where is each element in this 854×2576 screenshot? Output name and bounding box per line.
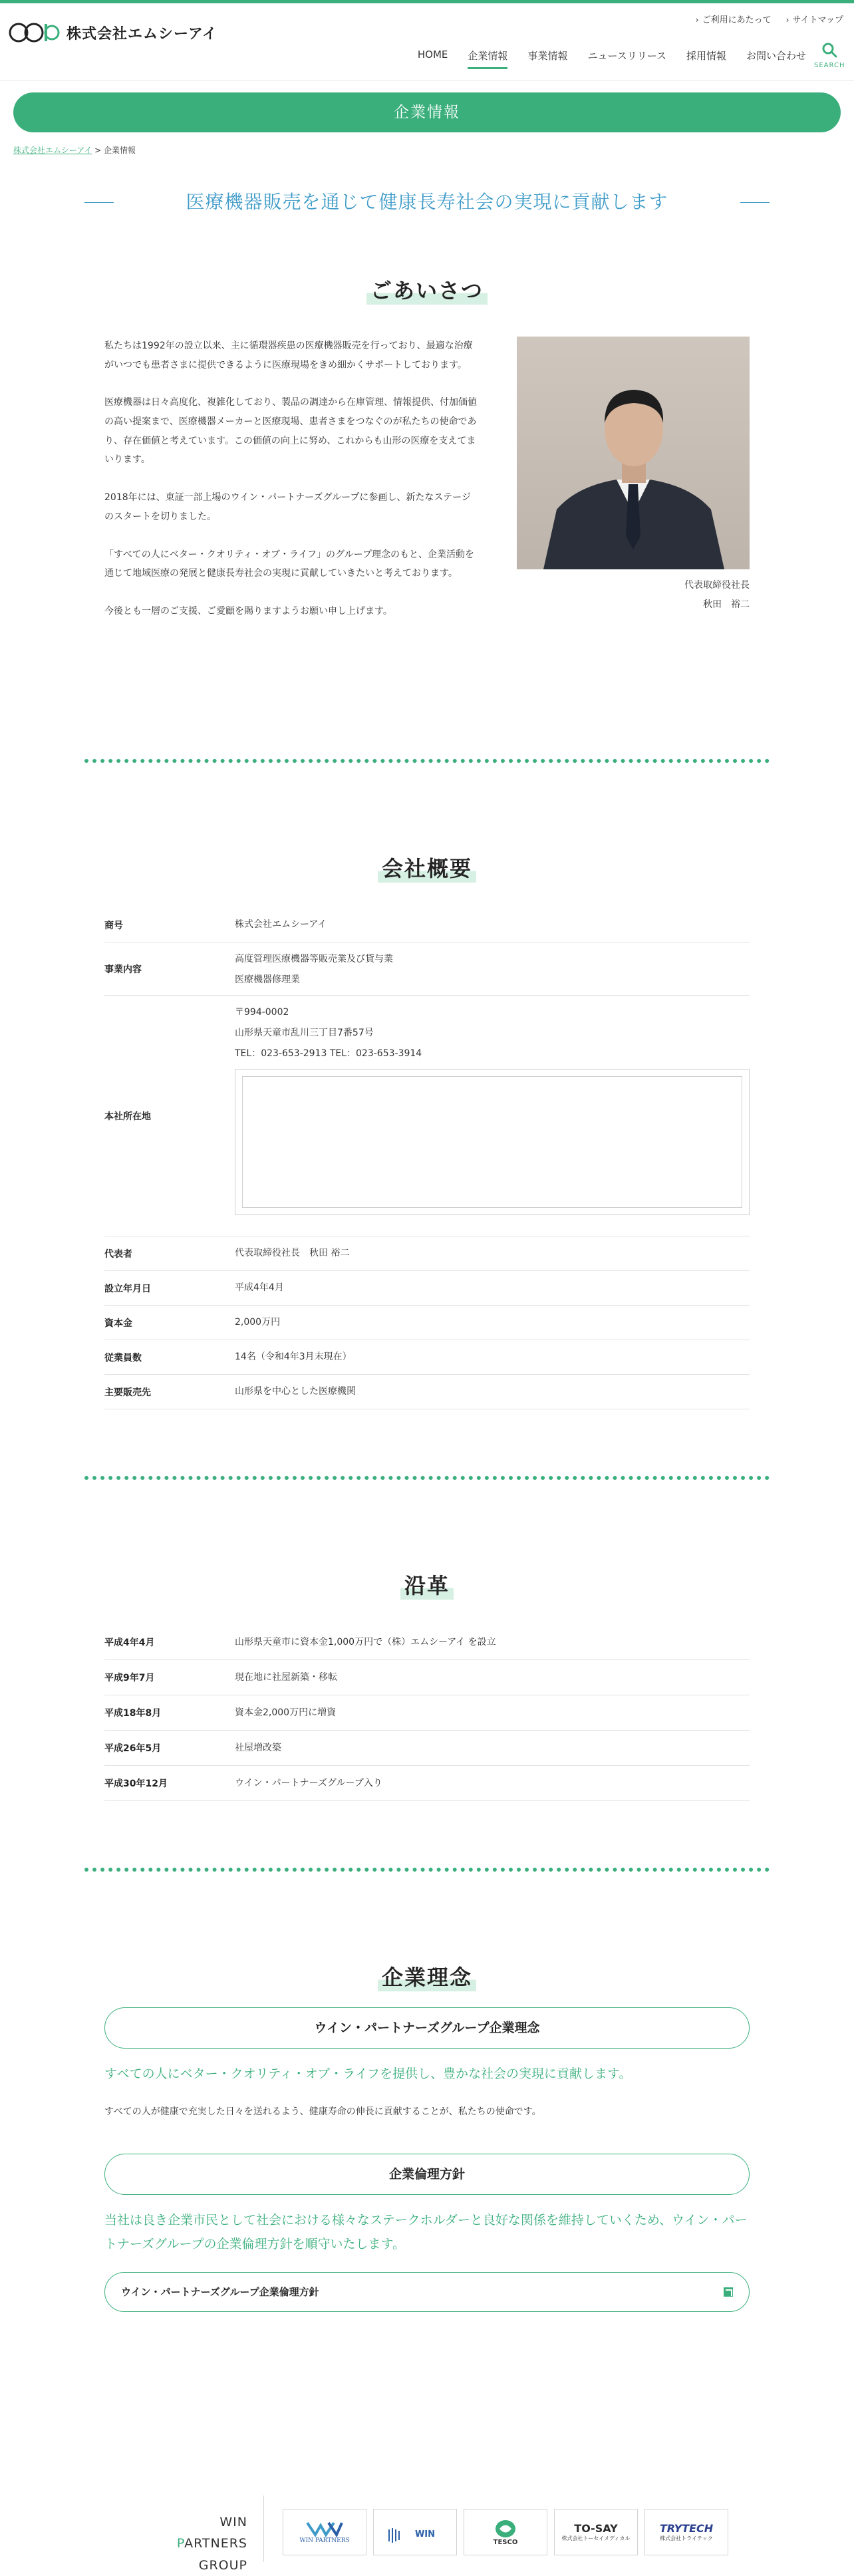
president-portrait-icon — [517, 337, 750, 569]
map-frame[interactable] — [242, 1076, 742, 1208]
cell-text: 現在地に社屋新築・移転 — [235, 1671, 337, 1683]
company-name: 株式会社エムシーアイ — [67, 25, 217, 43]
table-row — [104, 908, 750, 942]
table-row — [104, 942, 750, 996]
breadcrumb-separator: > — [92, 146, 104, 155]
greeting-heading: ごあいさつ — [0, 274, 854, 305]
cell-text: 資本金2,000万円に増資 — [235, 1707, 337, 1718]
lead-dash-left — [84, 202, 114, 203]
overview-table — [104, 908, 750, 1409]
cell-text: 2,000万円 — [235, 1317, 281, 1328]
table-header-cell: 従業員数 — [104, 1352, 142, 1363]
chevron-right-icon: › — [695, 15, 699, 25]
cell-text: 高度管理医療機器等販売業及び貸与業 — [235, 954, 393, 964]
table-row — [104, 1271, 750, 1306]
utility-nav — [696, 13, 843, 25]
table-header-cell: 資本金 — [104, 1318, 132, 1329]
section-divider — [84, 759, 770, 763]
table-cell — [235, 1660, 750, 1695]
group-philosophy-lead: すべての人にベター・クオリティ・オブ・ライフを提供し、豊かな社会の実現に貢献します。 — [104, 2067, 632, 2081]
nav-news[interactable]: ニュースリリース — [587, 50, 666, 62]
win-partners-logo-icon — [305, 2520, 345, 2537]
nav-contact[interactable]: お問い合わせ — [746, 50, 806, 62]
table-cell — [235, 1731, 750, 1765]
table-header-cell: 主要販売先 — [104, 1387, 151, 1398]
logo-label: TRYTECH — [659, 2522, 714, 2535]
table-row — [104, 1340, 750, 1375]
president-caption — [684, 576, 750, 615]
lead-statement — [84, 189, 770, 215]
search-button[interactable] — [814, 42, 845, 69]
logo-tesco[interactable] — [464, 2509, 547, 2555]
logo-label: TO-SAY — [574, 2522, 618, 2535]
section-divider — [84, 1476, 770, 1480]
ethics-title: 企業倫理方針 — [104, 2154, 750, 2195]
cell-text: ウイン・パートナーズグループ入り — [235, 1777, 382, 1789]
table-header-cell: 代表者 — [104, 1248, 132, 1260]
ethics-policy-link[interactable] — [104, 2272, 750, 2312]
table-row — [104, 1375, 750, 1409]
lead-text: 医療機器販売を通じて健康長寿社会の実現に貢献します — [186, 191, 668, 213]
logo-sublabel: 株式会社トライテック — [660, 2535, 713, 2541]
group-title-p: P — [176, 2536, 185, 2551]
cell-text: 社屋増改築 — [235, 1742, 281, 1753]
greeting-body — [104, 337, 477, 621]
page-title: 企業情報 — [394, 104, 460, 121]
company-logo-icon — [8, 21, 60, 45]
table-row — [104, 1731, 750, 1766]
group-title-group: GROUP — [198, 2557, 247, 2573]
greeting-paragraph: 医療機器は日々高度化、複雑化しており、製品の調達から在庫管理、情報提供、付加価値の高い提案まで、医療機器メーカーと医療現場、患者さまをつなぐのが私たちの使命であり、存在価値と考えています。この価値の向上に努め、これからも山形の医療を支えてまいります。 — [104, 397, 477, 466]
map-embed[interactable] — [235, 1069, 750, 1215]
external-link-icon — [724, 2287, 733, 2297]
philosophy-heading: 企業理念 — [0, 1961, 854, 1991]
table-cell — [235, 1766, 750, 1800]
cell-text: 山形県天童市に資本金1,000万円で（株）エムシーアイ を設立 — [235, 1636, 496, 1647]
group-companies-footer — [0, 2496, 854, 2573]
group-logos — [283, 2509, 728, 2555]
table-row — [104, 996, 750, 1236]
table-cell — [235, 1695, 750, 1730]
cell-text: 医療機器修理業 — [235, 974, 300, 985]
phone-numbers: TEL：023-653-2913 TEL：023-653-3914 — [235, 1048, 422, 1059]
table-cell — [235, 908, 750, 942]
ethics-lead: 当社は良き企業市民として社会における様々なステークホルダーと良好な関係を維持していくため、ウイン・パートナーズグループの企業倫理方針を順守いたします。 — [104, 2213, 748, 2252]
cell-text: 山形県を中心とした医療機関 — [235, 1386, 356, 1397]
nav-recruit[interactable]: 採用情報 — [686, 50, 726, 62]
table-header-cell: 平成4年4月 — [104, 1638, 155, 1648]
overview-heading: 会社概要 — [0, 852, 854, 883]
logo-sublabel: 株式会社トーセイメディカル — [561, 2535, 631, 2541]
cell-text: 14名（令和4年3月末現在） — [235, 1352, 352, 1363]
utility-link-sitemap[interactable]: › サイトマップ — [785, 15, 843, 25]
logo-win-partners[interactable] — [283, 2509, 366, 2555]
search-icon — [821, 42, 837, 58]
table-header-cell: 平成18年8月 — [104, 1708, 162, 1719]
greeting-section — [104, 337, 750, 709]
table-header-cell: 商号 — [104, 920, 123, 931]
table-header-cell: 本社所在地 — [104, 1111, 151, 1122]
table-cell — [235, 1271, 750, 1305]
greeting-paragraph: 私たちは1992年の設立以来、主に循環器疾患の医療機器販売を行っており、最適な治療がいつでも患者さまに提供できるように医療現場をきめ細かくサポートしております。 — [104, 341, 473, 370]
global-nav — [418, 49, 806, 69]
cell-text: 代表取締役社長 秋田 裕二 — [235, 1248, 350, 1259]
utility-link-terms[interactable]: › ご利用にあたって — [695, 15, 772, 25]
group-philosophy-body: すべての人が健康で充実した日々を送れるよう、健康寿命の伸長に貢献することが、私たちの使命です。 — [104, 2106, 541, 2118]
table-row — [104, 1766, 750, 1801]
table-header-cell: 設立年月日 — [104, 1283, 151, 1294]
history-table — [104, 1625, 750, 1801]
table-header-cell: 平成26年5月 — [104, 1743, 162, 1754]
greeting-paragraph: 2018年には、東証一部上場のウイン・パートナーズグループに参画し、新たなステージのスタートを切りました。 — [104, 492, 471, 522]
group-philosophy-title: ウイン・パートナーズグループ企業理念 — [104, 2007, 750, 2049]
president-role: 代表取締役社長 — [684, 580, 750, 591]
table-row — [104, 1236, 750, 1271]
nav-home[interactable]: HOME — [417, 49, 448, 61]
logo-label: WIN PARTNERS — [299, 2537, 350, 2544]
group-title-artners: ARTNERS — [184, 2536, 247, 2551]
logo-label: TESCO — [493, 2538, 518, 2546]
section-divider — [84, 1868, 770, 1872]
president-photo — [517, 337, 750, 569]
table-row — [104, 1306, 750, 1340]
ethics-link-label: ウイン・パートナーズグループ企業倫理方針 — [121, 2286, 319, 2299]
table-cell — [235, 1306, 750, 1340]
footer-separator — [263, 2496, 264, 2562]
site-logo[interactable] — [8, 21, 217, 45]
table-row — [104, 1625, 750, 1660]
greeting-paragraph: 今後とも一層のご支援、ご愛顧を賜りますようお願い申し上げます。 — [104, 605, 392, 617]
breadcrumb-current: 企業情報 — [104, 146, 136, 155]
table-row — [104, 1660, 750, 1695]
history-heading: 沿革 — [0, 1569, 854, 1600]
nav-company[interactable]: 企業情報 — [468, 49, 507, 69]
postal-code: 〒994-0002 — [235, 1007, 289, 1018]
table-row — [104, 1695, 750, 1731]
table-cell — [235, 1236, 750, 1270]
table-cell — [235, 942, 750, 995]
tesco-logo-icon — [494, 2519, 517, 2539]
page-title-banner — [13, 92, 841, 132]
nav-business[interactable]: 事業情報 — [527, 50, 568, 62]
table-cell — [235, 1375, 750, 1409]
table-header-cell: 平成30年12月 — [104, 1779, 168, 1789]
address: 山形県天童市乱川三丁目7番57号 — [235, 1027, 374, 1038]
greeting-paragraph: 「すべての人にベター・クオリティ・オブ・ライフ」のグループ理念のもと、企業活動を通じて地域医療の発展と健康長寿社会の実現に貢献していきたいと考えております。 — [104, 549, 474, 579]
search-label: SEARCH — [814, 62, 845, 69]
group-title — [154, 2511, 247, 2576]
cell-text: 株式会社エムシーアイ — [235, 919, 327, 930]
table-cell — [235, 1625, 750, 1659]
breadcrumb — [13, 144, 841, 156]
site-header — [0, 3, 854, 80]
cell-text: 平成4年4月 — [235, 1282, 284, 1294]
group-title-win: WIN — [219, 2515, 247, 2529]
chevron-right-icon: › — [785, 15, 789, 25]
table-cell — [235, 1340, 750, 1374]
table-header-cell: 平成9年7月 — [104, 1673, 155, 1683]
president-name: 秋田 裕二 — [703, 599, 750, 611]
logo-to-say[interactable] — [554, 2509, 638, 2555]
table-cell — [235, 996, 750, 1236]
logo-trytech[interactable] — [644, 2509, 728, 2555]
table-header-cell: 事業内容 — [104, 964, 142, 975]
logo-label: WIN — [414, 2529, 436, 2539]
breadcrumb-home-link[interactable]: 株式会社エムシーアイ — [13, 146, 92, 155]
lead-dash-right — [740, 202, 770, 203]
logo-win[interactable] — [373, 2509, 457, 2555]
